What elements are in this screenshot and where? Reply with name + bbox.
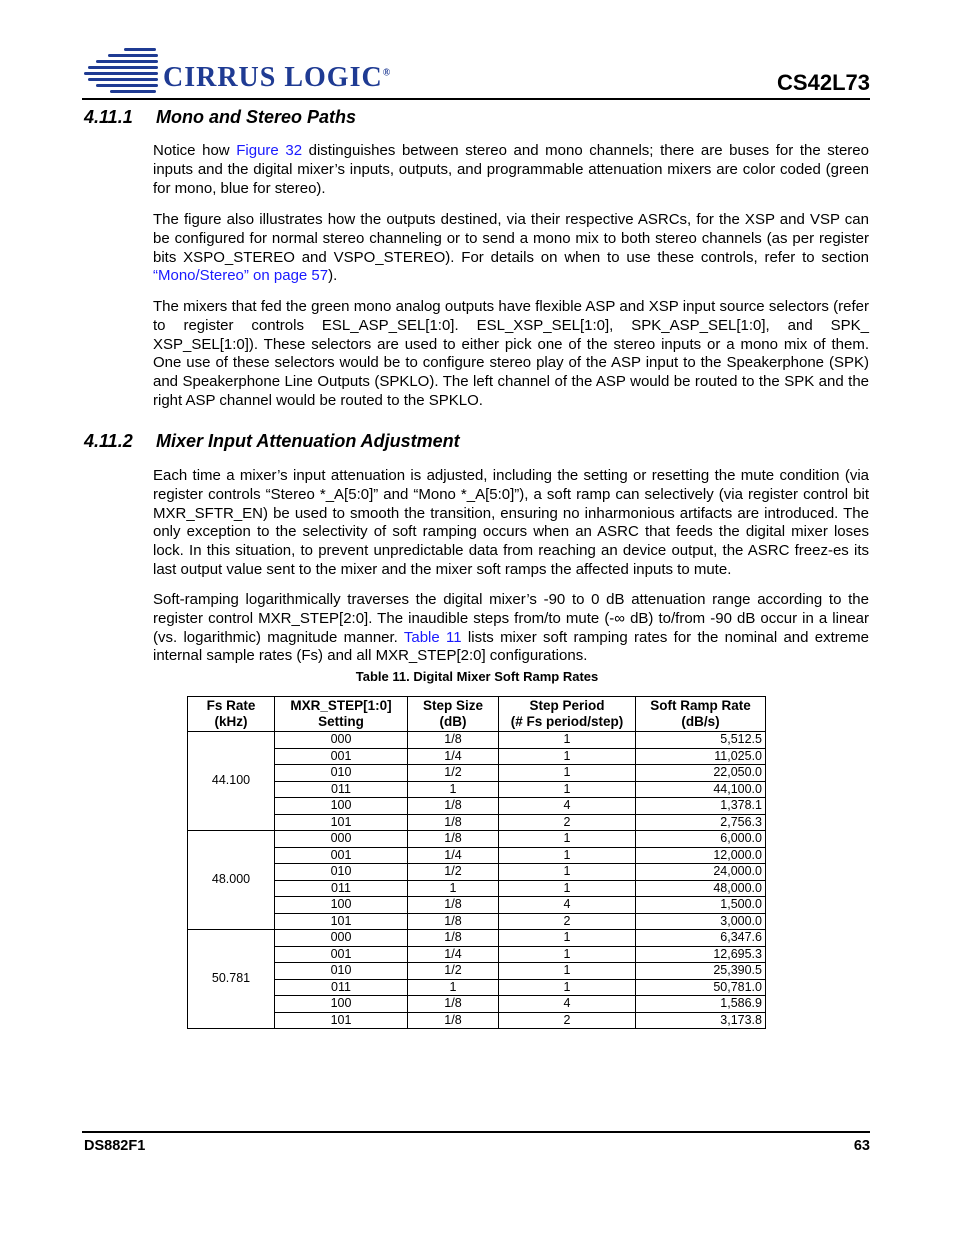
column-header: Step Period (# Fs period/step) (499, 697, 636, 732)
setting-cell: 001 (275, 847, 408, 864)
step-period-cell: 1 (499, 748, 636, 765)
column-header: Fs Rate (kHz) (188, 697, 275, 732)
step-size-cell: 1/2 (408, 765, 499, 782)
step-period-cell: 2 (499, 814, 636, 831)
brand-wordmark: CIRRUS LOGIC® (163, 62, 392, 93)
setting-cell: 100 (275, 996, 408, 1013)
step-size-cell: 1/8 (408, 814, 499, 831)
table-row (188, 913, 766, 930)
step-period-cell: 1 (499, 847, 636, 864)
step-size-cell: 1/8 (408, 996, 499, 1013)
step-period-cell: 4 (499, 996, 636, 1013)
setting-cell: 000 (275, 831, 408, 848)
step-period-cell: 1 (499, 765, 636, 782)
footer-divider (82, 1131, 870, 1133)
step-period-cell: 1 (499, 831, 636, 848)
paragraph: Notice how Figure 32 distinguishes between stereo and mono channels; there are buses for the stereo inputs and the digital mixer’s inputs, outputs, and programmable attenuation mixers are color coded (green for mono, blue for stereo). (153, 142, 869, 197)
soft-ramp-rate-cell: 6,347.6 (636, 930, 766, 947)
setting-cell: 101 (275, 814, 408, 831)
setting-cell: 000 (275, 930, 408, 947)
setting-cell: 011 (275, 880, 408, 897)
step-period-cell: 4 (499, 798, 636, 815)
step-size-cell: 1/4 (408, 946, 499, 963)
column-header: Soft Ramp Rate (dB/s) (636, 697, 766, 732)
table-row (188, 798, 766, 815)
table-caption: Table 11. Digital Mixer Soft Ramp Rates (355, 669, 599, 684)
paragraph: Soft-ramping logarithmically traverses the digital mixer’s -90 to 0 dB attenuation range according to the register control MXR_STEP[2:0]. The inaudible steps from/to mute (-∞ dB) to/from -90 dB occur in a linear (vs. logarithmic) magnitude manner. Table 11 lists mixer soft ramping rates for the nominal and extreme internal sample rates (Fs) and all MXR_STEP[2:0] configurations. (153, 591, 869, 665)
paragraph: The figure also illustrates how the outputs destined, via their respective ASRCs, for the XSP and VSP can be configured for normal stereo channeling or to send a mono mix to both stereo channels (as per register bits XSPO_STEREO and VSPO_STEREO). For details on when to use these controls, refer to section “Mono/Stereo” on page 57). (153, 211, 869, 285)
section-heading-4-11-1: 4.11.1 Mono and Stereo Paths (84, 107, 357, 127)
step-period-cell: 4 (499, 897, 636, 914)
step-period-cell: 1 (499, 864, 636, 881)
step-size-cell: 1/8 (408, 1012, 499, 1029)
table-row (188, 864, 766, 881)
setting-cell: 101 (275, 913, 408, 930)
soft-ramp-rate-cell: 2,756.3 (636, 814, 766, 831)
paragraph: Each time a mixer’s input attenuation is adjusted, including the setting or resetting the mute condition (via register controls “Stereo *_A[5:0]” and “Mono *_A[5:0]”), a soft ramp can selectively (via register control bit MXR_SFTR_EN) be used to smooth the transition, ensuring no inharmonious artifacts are introduced. The only exception to the selectivity of soft ramping occurs when an ASRC that feeds the digital mixer loses lock. In this situation, to prevent unpredictable data from reaching an device output, the ASRC freez-es its last output value sent to the mixer and the mixer soft ramps the affected inputs to mute. (153, 467, 869, 578)
table-row (188, 765, 766, 782)
setting-cell: 100 (275, 798, 408, 815)
fs-rate-cell: 48.000 (188, 831, 275, 930)
table-row (188, 897, 766, 914)
step-period-cell: 2 (499, 913, 636, 930)
table-header-row (188, 697, 766, 732)
soft-ramp-rate-cell: 5,512.5 (636, 732, 766, 749)
column-header: Step Size (dB) (408, 697, 499, 732)
table-row (188, 996, 766, 1013)
soft-ramp-rate-cell: 22,050.0 (636, 765, 766, 782)
soft-ramp-rate-cell: 44,100.0 (636, 781, 766, 798)
setting-cell: 010 (275, 864, 408, 881)
step-size-cell: 1 (408, 880, 499, 897)
step-size-cell: 1/8 (408, 897, 499, 914)
table-row (188, 847, 766, 864)
fs-rate-cell: 50.781 (188, 930, 275, 1029)
step-size-cell: 1/8 (408, 831, 499, 848)
setting-cell: 100 (275, 897, 408, 914)
setting-cell: 010 (275, 765, 408, 782)
soft-ramp-rate-cell: 1,378.1 (636, 798, 766, 815)
soft-ramp-rate-cell: 12,695.3 (636, 946, 766, 963)
step-size-cell: 1 (408, 781, 499, 798)
step-size-cell: 1/2 (408, 864, 499, 881)
step-size-cell: 1/8 (408, 732, 499, 749)
setting-cell: 011 (275, 979, 408, 996)
setting-cell: 101 (275, 1012, 408, 1029)
column-header: MXR_STEP[1:0] Setting (275, 697, 408, 732)
table-row (188, 732, 766, 749)
table-row (188, 814, 766, 831)
step-period-cell: 2 (499, 1012, 636, 1029)
figure-32-link[interactable]: Figure 32 (236, 142, 303, 159)
fs-rate-cell: 44.100 (188, 732, 275, 831)
table-row (188, 946, 766, 963)
table-row (188, 1012, 766, 1029)
soft-ramp-rate-cell: 25,390.5 (636, 963, 766, 980)
step-size-cell: 1/2 (408, 963, 499, 980)
page-number: 63 (853, 1138, 870, 1154)
soft-ramp-rate-cell: 48,000.0 (636, 880, 766, 897)
setting-cell: 000 (275, 732, 408, 749)
table-row (188, 930, 766, 947)
table-row (188, 781, 766, 798)
document-title: CS42L73 (777, 70, 870, 95)
setting-cell: 001 (275, 946, 408, 963)
table-row (188, 748, 766, 765)
step-size-cell: 1/4 (408, 847, 499, 864)
soft-ramp-rate-cell: 50,781.0 (636, 979, 766, 996)
section-heading-4-11-2: 4.11.2 Mixer Input Attenuation Adjustment (84, 431, 460, 451)
step-size-cell: 1 (408, 979, 499, 996)
setting-cell: 001 (275, 748, 408, 765)
step-size-cell: 1/4 (408, 748, 499, 765)
setting-cell: 011 (275, 781, 408, 798)
table-11-link[interactable]: Table 11 (403, 628, 462, 646)
step-period-cell: 1 (499, 963, 636, 980)
step-period-cell: 1 (499, 930, 636, 947)
table-row (188, 963, 766, 980)
table-row (188, 880, 766, 897)
table-row (188, 831, 766, 848)
step-size-cell: 1/8 (408, 913, 499, 930)
table-row (188, 979, 766, 996)
mono-stereo-page-link[interactable]: “Mono/Stereo” on page 57 (153, 267, 329, 285)
soft-ramp-rate-cell: 12,000.0 (636, 847, 766, 864)
soft-ramp-rate-cell: 3,173.8 (636, 1012, 766, 1029)
soft-ramp-rate-cell: 1,586.9 (636, 996, 766, 1013)
soft-ramp-rate-cell: 3,000.0 (636, 913, 766, 930)
header-divider (82, 98, 870, 100)
setting-cell: 010 (275, 963, 408, 980)
soft-ramp-table (187, 696, 766, 1029)
document-id: DS882F1 (84, 1138, 146, 1154)
soft-ramp-rate-cell: 24,000.0 (636, 864, 766, 881)
soft-ramp-rate-cell: 11,025.0 (636, 748, 766, 765)
soft-ramp-rate-cell: 6,000.0 (636, 831, 766, 848)
step-size-cell: 1/8 (408, 798, 499, 815)
step-period-cell: 1 (499, 781, 636, 798)
soft-ramp-rate-cell: 1,500.0 (636, 897, 766, 914)
step-period-cell: 1 (499, 880, 636, 897)
step-size-cell: 1/8 (408, 930, 499, 947)
step-period-cell: 1 (499, 979, 636, 996)
step-period-cell: 1 (499, 946, 636, 963)
step-period-cell: 1 (499, 732, 636, 749)
paragraph: The mixers that fed the green mono analog outputs have flexible ASP and XSP input source selectors (refer to register controls ESL_ASP_SEL[1:0]. ESL_XSP_SEL[1:0], SPK_ASP_SEL[1:0], and SPK_ XSP_SEL[1:0]). These selectors are used to either pick one of the stereo inputs or a mono mix of them. One use of these selectors would be to configure stereo play of the ASP input to the Speakerphone (SPK) and Speakerphone Line Outputs (SPKLO). The left channel of the ASP would be routed to the SPK and the right ASP channel would be routed to the SPKLO. (153, 298, 869, 409)
